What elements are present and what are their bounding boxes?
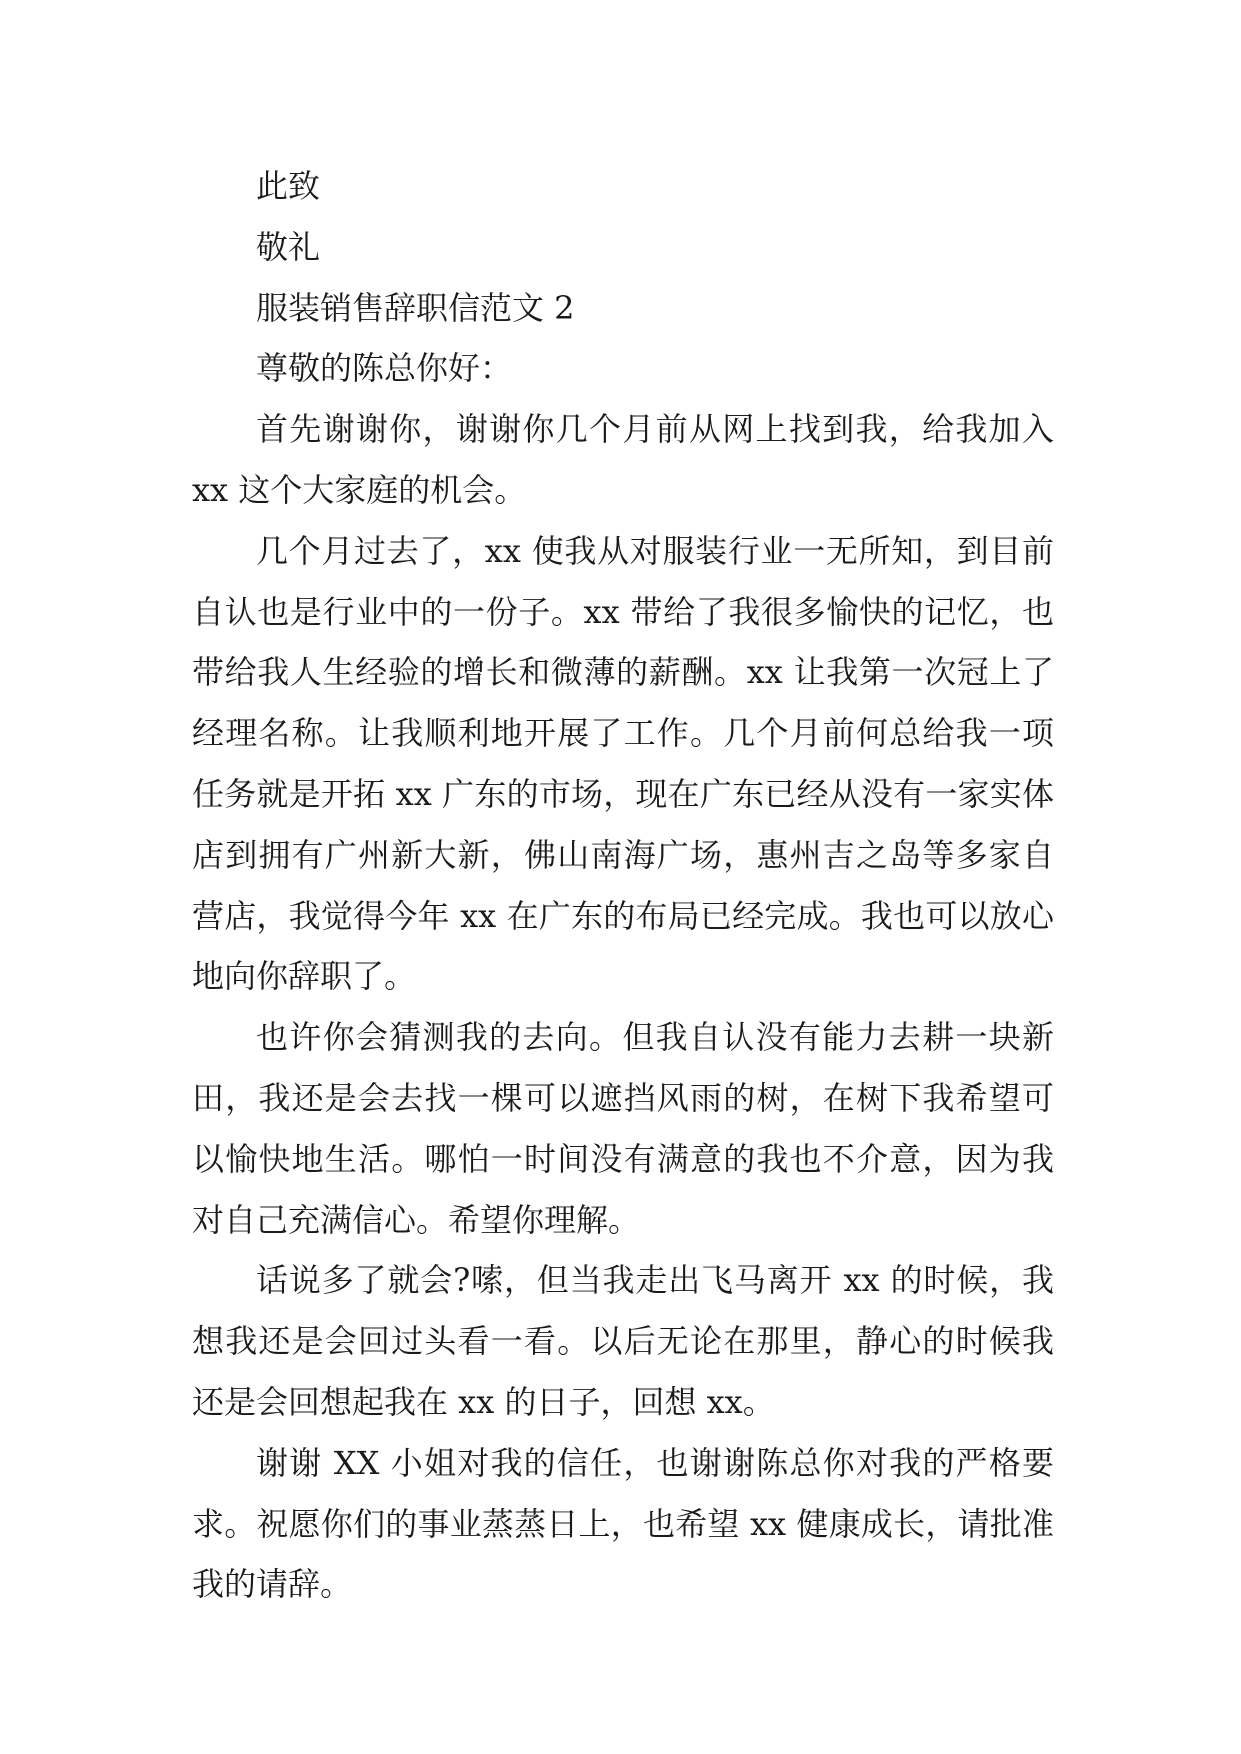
closing-line-2: 敬礼 xyxy=(256,227,321,266)
paragraph-1: 首先谢谢你，谢谢你几个月前从网上找到我，给我加入 xx 这个大家庭的机会。 xyxy=(192,410,1054,509)
paragraph-2: 几个月过去了，xx 使我从对服装行业一无所知，到目前自认也是行业中的一份子。xx 带给了我很多愉快的记忆，也带给我人生经验的增长和微薄的薪酬。xx 让我第一次冠上了经理名称。让我顺利地开展了工作。几个月前何总给我一项任务就是开拓 xx 广东的市场，现在广东已经从没有一家实体店到拥有广州新大新，佛山南海广场，惠州吉之岛等多家自营店，我觉得今年 xx 在广东的布局已经完成。我也可以放心地向你辞职了。 xyxy=(192,531,1054,996)
letter-title: 服装销售辞职信范文 2 xyxy=(256,288,575,327)
paragraph-5: 谢谢 XX 小姐对我的信任，也谢谢陈总你对我的严格要求。祝愿你们的事业蒸蒸日上，也希望 xx 健康成长，请批准我的请辞。 xyxy=(192,1443,1054,1604)
paragraph-3: 也许你会猜测我的去向。但我自认没有能力去耕一块新田，我还是会去找一棵可以遮挡风雨的树，在树下我希望可以愉快地生活。哪怕一时间没有满意的我也不介意，因为我对自己充满信心。希望你理解。 xyxy=(192,1018,1054,1239)
paragraph-4: 话说多了就会?嗦，但当我走出飞马离开 xx 的时候，我想我还是会回过头看一看。以后无论在那里，静心的时候我还是会回想起我在 xx 的日子，回想 xx。 xyxy=(192,1261,1054,1421)
closing-line-1: 此致 xyxy=(256,167,321,205)
document-body xyxy=(192,156,1054,1615)
salutation: 尊敬的陈总你好： xyxy=(256,349,513,388)
